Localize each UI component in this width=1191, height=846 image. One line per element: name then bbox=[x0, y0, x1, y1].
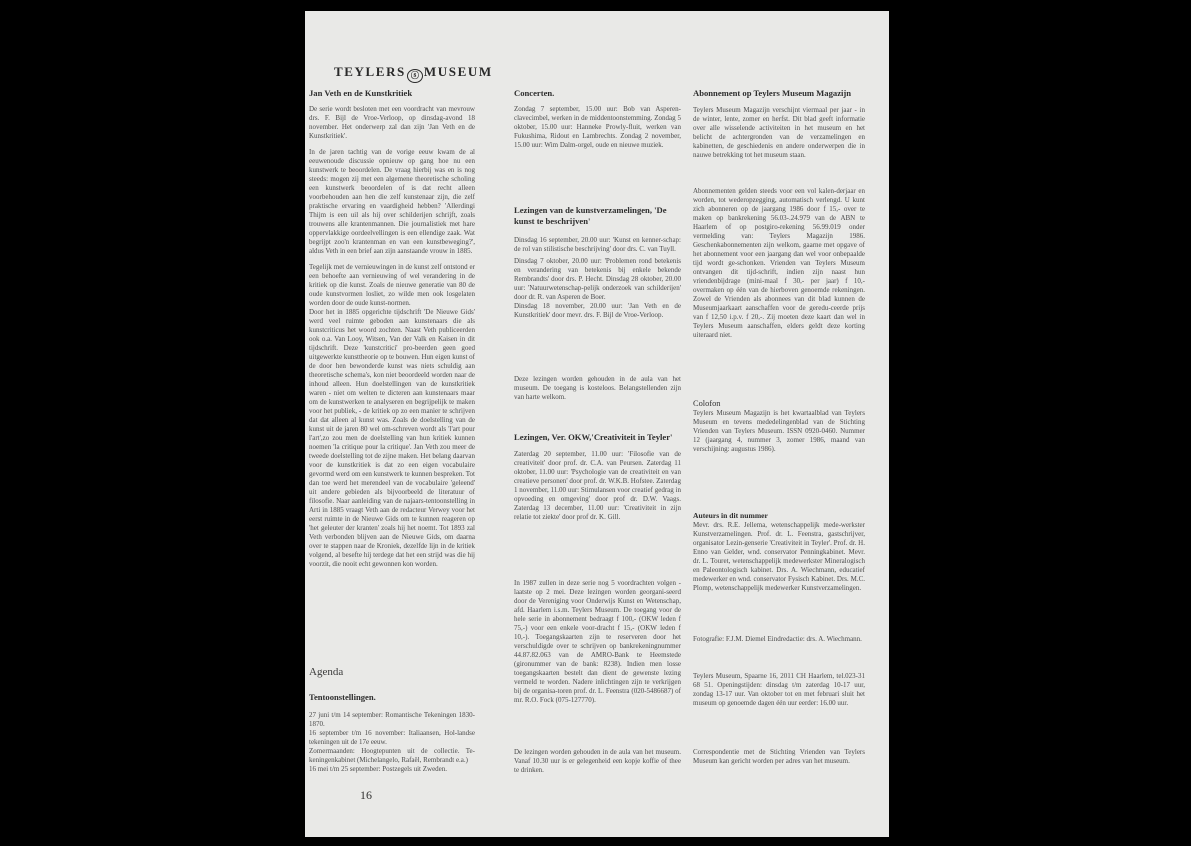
concerts-heading: Concerten. bbox=[514, 88, 555, 98]
abonnement-para-2: Abonnementen gelden steeds voor een vol kalen-derjaar en worden, tot wederopzegging, automatisch verlengd. U kunt zich abonneren op de jaargang 1986 door f 15,- over te maken op bankrekening 56.03-.24.979 van de ABN te Haarlem of op postgiro-rekening 56.99.019 onder vermelding van: Teylers Magazijn 1986. Geschenkabonnementen zijn welkom, gaarne met opgave of het abonnement voor een jaargang dan wel voor onbepaalde tijd wordt ge-schonken. Vrienden van Teylers Museum ontvangen dit tijd-schrift, indien zijn naast hun vriendenbijdrage (mini-maal f 30,- per jaar) f 10,- overmaken op één van de hierboven genoemde rekeningen. Zowel de Vrienden als abonnees van dit blad kunnen de Museumjaarkaart aanschaffen voor de geredu-ceerde prijs van f 12,50 i.p.v. f 20,-. Zij moeten deze kaart dan wel in Teylers Museum aanschaffen, elders geldt deze korting uiteraard niet. bbox=[693, 187, 865, 339]
aula-text: De lezingen worden gehouden in de aula van het museum. Vanaf 10.30 uur is er gelegenheid een kopje koffie of thee te drinken. bbox=[514, 748, 681, 774]
auteurs-heading: Auteurs in dit nummer bbox=[693, 511, 768, 520]
abonnement-heading: Abonnement op Teylers Museum Magazijn bbox=[693, 88, 852, 98]
address-section bbox=[693, 672, 865, 715]
logo-left: TEYLERS bbox=[334, 64, 406, 79]
auteurs-text: Mevr. drs. R.E. Jellema, wetenschappelijk mede-werkster Kunstverzamelingen. Prof. dr. L. Feenstra, gastschrijver, organisator Lezin-genserie 'Creativiteit in Teyler'. Prof. dr. H. Enno van Gelder, wnd. conservator Penningkabinet. Mevr. dr. L. Touret, wetenschappelijk medewerkster Mineralogisch en Paleontologisch kabinet. Drs. A. Wiechmann, educatief medewerker en wnd. conservator Fysisch Kabinet. Drs. M.C. Plomp, wetenschappelijk medewerker Kunstverzamelingen. bbox=[693, 521, 865, 592]
tent-item-4: 16 mei t/m 25 september: Postzegels uit Zweden. bbox=[309, 765, 448, 773]
teylers-museum-logo bbox=[334, 64, 493, 83]
foto-section bbox=[693, 635, 865, 651]
series-text: In 1987 zullen in deze serie nog 5 voordrachten volgen - laatste op 2 mei. Deze lezingen worden georgani-seerd door de Vereniging voor Onderwijs Kunst en Wetenschap, afd. Haarlem i.s.m. Teylers Museum. De toegang voor de hele serie in abonnement bedraagt f 100,- (OKW leden f 75,-) voor een enkele voor-dracht f 15,- (OKW leden f 10,-). Toegangskaarten zijn te reserveren door het verschuldigde over te schrijven op bankrekeningnummer 44.87.82.063 van de AMRO-Bank te Heemstede (gironummer van de bank: 8238). Indien men losse toegangskaarten bestelt dan dient de gewenste lezing vermeld te worden. Nadere inlichtingen zijn te verkrijgen bij de organisa-toren prof. dr. L. Feenstra (020-5486687) of mr. R.O. Fock (075-127770). bbox=[514, 579, 681, 704]
agenda-heading: Agenda bbox=[309, 666, 344, 678]
okw-text: Zaterdag 20 september, 11.00 uur: 'Filosofie van de creativiteit' door prof. dr. C.A. van Peursen. Zaterdag 11 oktober, 11.00 uur: 'Psychologie van de creativiteit en van creatieve personen' door prof. dr. W.K.B. Hofstee. Zaterdag 1 november, 11.00 uur: Stimulansen voor creatief gedrag in opvoeding en omgeving' door prof dr. D.W. Vaags. Zaterdag 13 december, 11.00 uur: 'Creativiteit in zijn relatie tot ziekte' door prof dr. K. Gill. bbox=[514, 450, 681, 521]
okw-heading: Lezingen, Ver. OKW,'Creativiteit in Teyler' bbox=[514, 432, 673, 442]
lez-item-1: Dinsdag 16 september, 20.00 uur: 'Kunst en kenner-schap: de rol van stilistische beschrijving' door drs. C. van Tuyll. bbox=[514, 236, 681, 253]
concerts-section bbox=[514, 88, 681, 157]
colofon-heading: Colofon bbox=[693, 399, 721, 408]
correspondentie-text: Correspondentie met de Stichting Vrienden van Teylers Museum kan gericht worden per adres van het museum. bbox=[693, 748, 865, 765]
lez-note-text: Deze lezingen worden gehouden in de aula van het museum. De toegang is kosteloos. Belangstellenden zijn van harte welkom. bbox=[514, 375, 681, 401]
abonnement-section-2 bbox=[693, 187, 865, 347]
lez-item-2: Dinsdag 7 oktober, 20.00 uur: 'Problemen rond betekenis en verandering van betekenis bij enkele bekende Rembrandts' door drs. P. Hecht. Dinsdag 28 oktober, 20.00 uur: 'Natuurwetenschap-pelijk onderzoek van schilderijen' door dr. R. van Asperen de Boer. bbox=[514, 257, 681, 301]
veth-heading: Jan Veth en de Kunstkritiek bbox=[309, 88, 413, 98]
okw-section bbox=[514, 432, 681, 529]
colofon-section bbox=[693, 398, 865, 461]
magazine-page bbox=[305, 11, 889, 837]
abonnement-para-1: Teylers Museum Magazijn verschijnt viermaal per jaar - in de winter, lente, zomer en herfst. Dit blad geeft informatie over alle wisselende activiteiten in het museum en het belicht de achtergronden van de verzamelingen en kabinetten, de geschiedenis en andere onderwerpen die in nauwe betrekking tot het museum staan. bbox=[693, 106, 865, 159]
correspondentie-section bbox=[693, 748, 865, 773]
veth-para-2: In de jaren tachtig van de vorige eeuw kwam de al eeuwenoude discussie opnieuw op gang hoe nu een kunstwerk te beoordelen. De vraag hierbij was en is nog steeds: mogen zij met een algemene theoretische scholing een kunstwerk beoordelen of is dat recht alleen voorbehouden aan hen die zelf kunstenaar zijn, die zelf praktische ervaring en vaardigheid hebben? 'Allerdingi Thijm is een uil als hij over schilderijen schrijft, zoals trouwens alle krantenmannen. Die journalistiek met hare oppervlakkige oordeelvellingen is een ellendige zaak. Wat begrijpt zoo'n krantenman en van een kunstbeweging?', aldus Veth in een brief aan zijn aanstaande vrouw in 1885. bbox=[309, 148, 475, 255]
foto-text: Fotografie: F.J.M. Diemel Eindredactie: drs. A. Wiechmann. bbox=[693, 635, 862, 643]
tent-item-1: 27 juni t/m 14 september: Romantische Tekeningen 1830-1870. bbox=[309, 711, 475, 728]
concerts-text: Zondag 7 september, 15.00 uur: Bob van Asperen-clavecimbel, werken in de middentoonstemming. Zondag 5 oktober, 15.00 uur: Hanneke Prowly-fluit, werken van Fukushima, Ridout en Lambrechts. Zondag 2 november, 15.00 uur: Wim Dalm-orgel, oude en nieuwe muziek. bbox=[514, 105, 681, 149]
colofon-text: Teylers Museum Magazijn is het kwartaalblad van Teylers Museum en tevens mededelingenblad van de Stichting Vrienden van Teylers Museum. ISSN 0920-0460. Nummer 12 (jaargang 4, nummer 3, zomer 1986, maand van verschijning: augustus 1986). bbox=[693, 409, 865, 453]
veth-para-3: Tegelijk met de vernieuwingen in de kunst zelf ontstond er een behoefte aan vernieuwing of wel verandering in de kritiek op die kunst. Zoals de nieuwe generatie van 80 de oude kunstvormen losliet, zo wilde men ook losgelaten worden door de oude kunst-normen. bbox=[309, 263, 475, 307]
tent-item-3: Zomermaanden: Hoogtepunten uit de collectie. Te-keningenkabinet (Michelangelo, Rafaël, Rembrandt e.a.) bbox=[309, 747, 475, 764]
veth-para-4: Door het in 1885 opgerichte tijdschrift 'De Nieuwe Gids' werd veel ruimte geboden aan kunstenaars die als kunstcriticus het woord zochten. Naast Veth publiceerden ook o.a. Van Looy, Witsen, Van der Valk en Kaisen in dit tijdschrift. Deze 'kunstcritici' pro-beerden geen goed uitgewerkte kunsttheorie op te bouwen. Hun eigen kunst of de door hen bewonderde kunst was niets schuldig aan theoretische schema's, kon niet beoordeeld worden naar de inhoud alleen. Hun doelstellingen van de kunstkritiek waren - niet om welten te dicteren aan kunstenaars maar om de kunstwerken te analyseren en begrijpelijk te maken voor het publiek, - de kritiek op zo een manier te schrijven dat dat alleen al kunst was. Zoals de doelstelling van de kunst uit de jaren 80 wel om-schreven wordt als 'l'art pour l'art',zo zou men de doelstelling van hun kritiek kunnen noemen 'la critique pour la critique'. Jan Veth zou meer de tweede doelstelling tot de zijne maken. Het belang daarvan voor de kunstkritiek is dat zo een eigen vocabulaire gevormd werd om een kunstwerk te kunnen bespreken. Tot dan toe werd het merendeel van de vocabulaire 'geleend' uit andere gebieden als bijvoorbeeld de literatuur of filosofie. Naar aanleiding van de najaars-tentoonstelling in Arti in 1885 vraagt Veth aan de redacteur Verwey voor het eerst ruimte in de Nieuwe Gids om te kunnen reageren op 'het geleuter der kranten' zoals hij het noemt. Tot 1893 zal Veth verbonden blijven aan de Nieuwe Gids, om daarna over te stappen naar de Kroniek, dezelfde lijn in de kritiek volgend, al besefte hij terdege dat het een strijd was die hij voorzit, die nooit echt gewonnen kon worden. bbox=[309, 308, 475, 568]
tent-item-2: 16 september t/m 16 november: Italiaansen, Hol-landse tekeningen uit de 17e eeuw. bbox=[309, 729, 475, 746]
address-text: Teylers Museum, Spaarne 16, 2011 CH Haarlem, tel.023-31 68 51. Openingstijden: dinsdag t/m zaterdag 10-17 uur, zondag 13-17 uur. Van oktober tot en met februari sluit het museum op genoemde dagen één uur eerder: 16.00 uur. bbox=[693, 672, 865, 707]
lezingen-section bbox=[514, 205, 681, 327]
lez-item-3: Dinsdag 18 november, 20.00 uur: 'Jan Veth en de Kunstkritiek' door mevr. drs. F. Bijl de Vroe-Verloop. bbox=[514, 302, 681, 319]
agenda-section bbox=[309, 667, 475, 774]
page-number: 16 bbox=[360, 788, 372, 802]
logo-mark-icon: ⓢ bbox=[407, 69, 423, 83]
tentoonstellingen-heading: Tentoonstellingen. bbox=[309, 692, 376, 702]
abonnement-section bbox=[693, 88, 865, 167]
veth-para-1: De serie wordt besloten met een voordracht van mevrouw drs. F. Bijl de Vroe-Verloop, op dinsdag-avond 18 november. Het onderwerp zal dan zijn 'Jan Veth en de Kunstkritiek'. bbox=[309, 105, 475, 140]
auteurs-section bbox=[693, 510, 865, 600]
lezingen-heading: Lezingen van de kunstverzamelingen, 'De kunst te beschrijven' bbox=[514, 205, 667, 226]
lezingen-note bbox=[514, 375, 681, 409]
veth-article bbox=[309, 88, 475, 576]
logo-right: MUSEUM bbox=[423, 64, 493, 79]
aula-section bbox=[514, 748, 681, 782]
series-section bbox=[514, 579, 681, 712]
